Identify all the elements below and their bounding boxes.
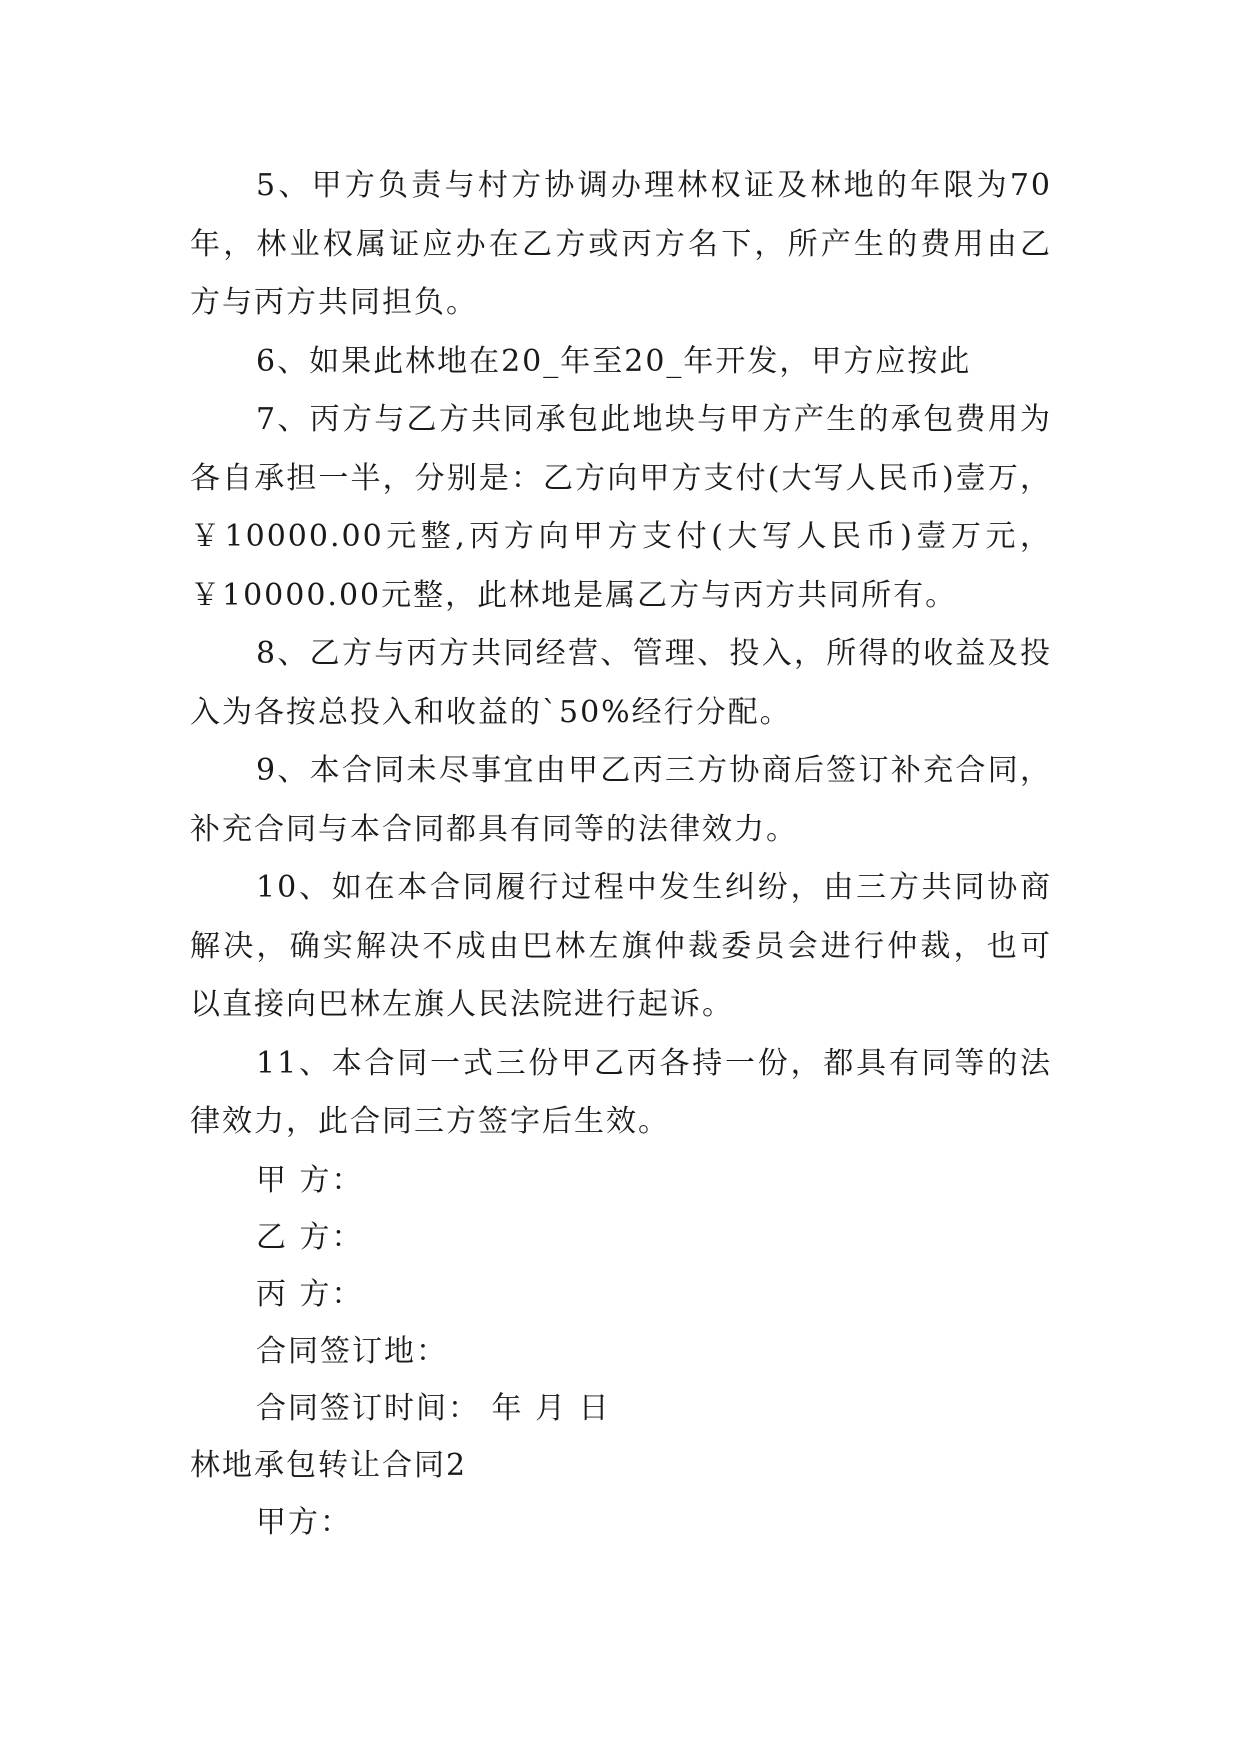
- clause-6: 6、如果此林地在20_年至20_年开发，甲方应按此: [256, 343, 972, 379]
- party-c-field: 丙 方：: [256, 1276, 364, 1312]
- party-b-field: 乙 方：: [256, 1219, 364, 1255]
- clause-11: 11、本合同一式三份甲乙丙各持一份，都具有同等的法律效力，此合同三方签字后生效。: [190, 1045, 1052, 1139]
- signing-place-field: 合同签订地：: [256, 1333, 448, 1369]
- document-body: [190, 157, 1052, 1551]
- clause-7: 7、丙方与乙方共同承包此地块与甲方产生的承包费用为各自承担一半，分别是：乙方向甲方支付(大写人民币)壹万，￥10000.00元整,丙方向甲方支付(大写人民币)壹万元，￥10000.00元整，此林地是属乙方与丙方共同所有。: [190, 402, 1052, 613]
- party-a-field: 甲 方：: [256, 1162, 364, 1198]
- next-contract-title: 林地承包转让合同2: [190, 1447, 468, 1483]
- next-party-a-field: 甲方：: [256, 1504, 352, 1540]
- clause-10: 10、如在本合同履行过程中发生纠纷，由三方共同协商解决，确实解决不成由巴林左旗仲裁委员会进行仲裁，也可以直接向巴林左旗人民法院进行起诉。: [190, 870, 1052, 1022]
- clause-5: 5、甲方负责与村方协调办理林权证及林地的年限为70年，林业权属证应办在乙方或丙方名下，所产生的费用由乙方与丙方共同担负。: [190, 168, 1052, 320]
- signing-date-field: 合同签订时间： 年 月 日: [256, 1390, 611, 1426]
- clause-8: 8、乙方与丙方共同经营、管理、投入，所得的收益及投入为各按总投入和收益的`50%经行分配。: [190, 636, 1052, 730]
- clause-9: 9、本合同未尽事宜由甲乙丙三方协商后签订补充合同，补充合同与本合同都具有同等的法律效力。: [190, 753, 1052, 847]
